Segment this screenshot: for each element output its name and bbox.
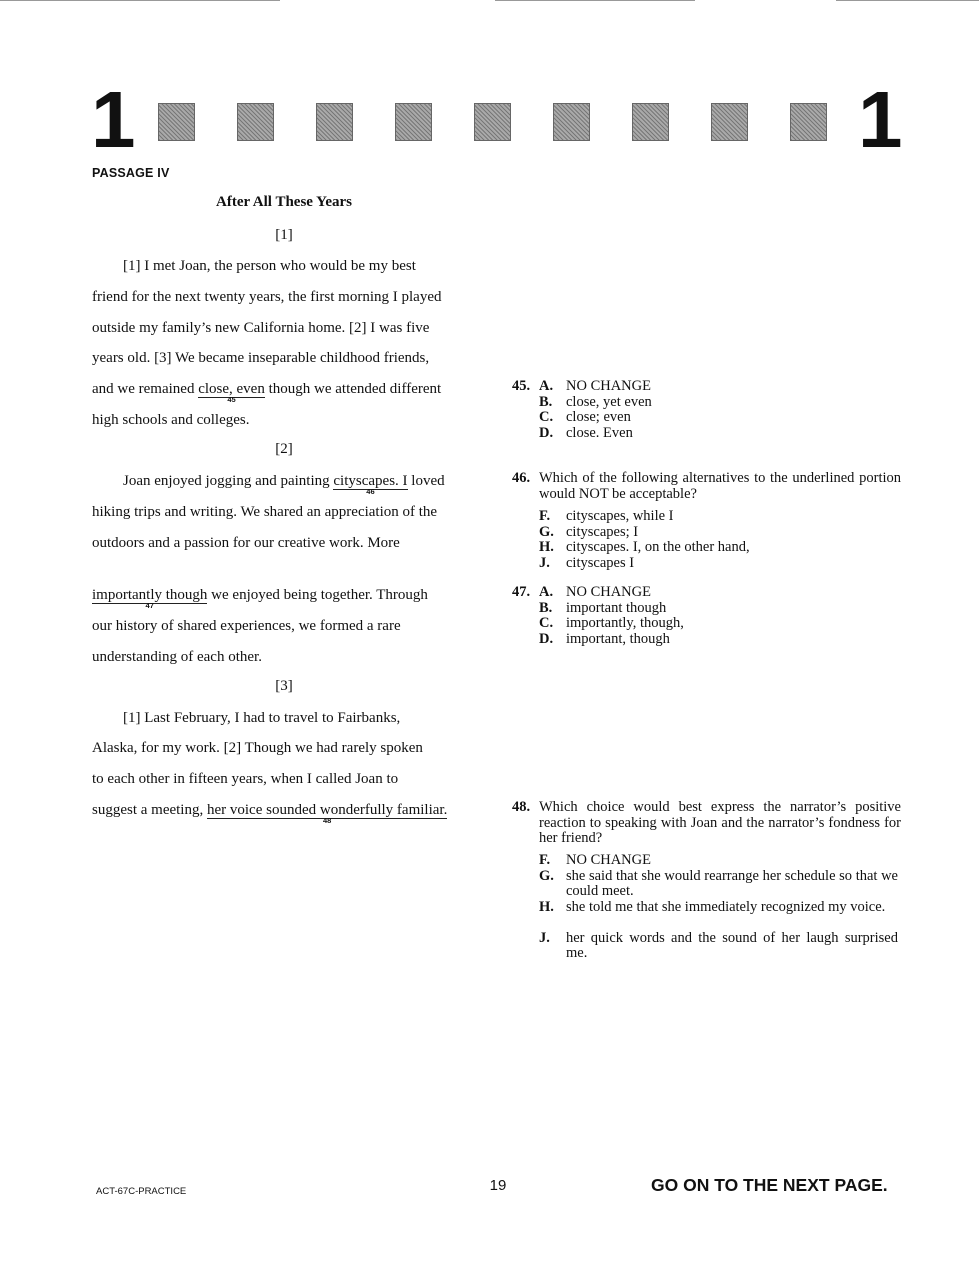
option-letter: G. (539, 523, 554, 540)
top-rule-mid (495, 0, 695, 1)
question-45 (512, 379, 901, 443)
paragraph-number: [2] (275, 441, 293, 457)
option-letter: C. (539, 615, 554, 631)
underlined-portion-47[interactable] (92, 587, 208, 610)
option-text: cityscapes I (566, 554, 635, 571)
passage-line: to each other in fifteen years, when I called Joan to (92, 771, 399, 787)
line-text: though we attended different (264, 381, 442, 397)
passage-line: Alaska, for my work. [2] Though we had rarely spoken (92, 740, 423, 756)
header-gray-square (237, 103, 274, 141)
paragraph-number: [1] (275, 227, 293, 243)
option-text: NO CHANGE (566, 584, 651, 600)
question-number: 47. (512, 584, 531, 600)
passage-line: [1] I met Joan, the person who would be my best (123, 258, 416, 274)
question-48 (512, 800, 901, 965)
question-46 (512, 471, 901, 571)
section-number-left: 1 (91, 75, 136, 164)
header-gray-square (395, 103, 432, 141)
header-gray-square (158, 103, 195, 141)
passage-line: understanding of each other. (92, 649, 262, 665)
option-text: NO CHANGE (566, 378, 651, 394)
paragraph-number: [3] (275, 678, 293, 694)
option-letter: D. (539, 424, 554, 441)
option-text: cityscapes; I (566, 523, 639, 540)
passage-label: PASSAGE IV (92, 166, 170, 180)
option-text: important, though (566, 630, 670, 647)
test-code: ACT-67C-PRACTICE (96, 1186, 187, 1197)
passage-line: [1] Last February, I had to travel to Fairbanks, (123, 710, 401, 726)
underlined-text: close, even (198, 381, 265, 397)
question-number: 48. (512, 799, 531, 815)
passage-line (92, 586, 428, 610)
option-text: importantly, though, (566, 615, 684, 631)
passage-line: high schools and colleges. (92, 412, 250, 428)
passage-line: our history of shared experiences, we formed a rare (92, 618, 401, 634)
option-letter: B. (539, 393, 553, 410)
question-ref-number: 45 (227, 395, 236, 404)
header-gray-square (316, 103, 353, 141)
option-letter: D. (539, 630, 554, 647)
go-on-instruction: GO ON TO THE NEXT PAGE. (651, 1175, 888, 1195)
option-text: close. Even (566, 424, 633, 441)
passage-line: hiking trips and writing. We shared an appreciation of the (92, 504, 438, 520)
header-gray-square (474, 103, 511, 141)
page-number: 19 (489, 1177, 507, 1194)
passage-line: years old. [3] We became inseparable childhood friends, (92, 350, 430, 366)
underlined-portion-46[interactable] (333, 473, 408, 496)
underlined-text: cityscapes. I (333, 473, 408, 489)
underlined-portion-48[interactable] (206, 802, 448, 825)
option-letter: B. (539, 599, 553, 616)
line-text: we enjoyed being together. Through (207, 587, 428, 603)
option-text: important though (566, 599, 667, 616)
option-text: cityscapes. I, on the other hand, (566, 539, 750, 555)
header-gray-square (553, 103, 590, 141)
line-text: Joan enjoyed jogging and painting (123, 473, 334, 489)
header-gray-square (790, 103, 827, 141)
question-ref-number: 48 (322, 816, 332, 825)
passage-line: outside my family’s new California home. [2] I was five (92, 320, 430, 336)
question-ref-number: 47 (145, 601, 154, 610)
option-letter: F. (539, 508, 551, 524)
underlined-portion-45[interactable] (198, 381, 265, 404)
option-text: NO CHANGE (566, 852, 651, 868)
passage-line (123, 472, 445, 496)
passage-line (92, 801, 448, 825)
passage-title: After All These Years (216, 194, 352, 210)
passage-line: friend for the next twenty years, the first morning I played (92, 289, 442, 305)
option-text: close; even (566, 409, 631, 425)
option-text: her quick words and the sound of her laugh surprised me. (566, 929, 898, 961)
option-letter: F. (539, 852, 551, 868)
underlined-text: her voice sounded wonderfully familiar. (206, 802, 448, 818)
line-text: loved (407, 473, 445, 489)
option-text: she said that she would rearrange her schedule so that we could meet. (566, 867, 898, 899)
option-letter: H. (539, 898, 554, 915)
top-rule-right (836, 0, 979, 1)
option-letter: A. (539, 584, 554, 600)
line-text: and we remained (92, 381, 199, 397)
passage-line (92, 380, 442, 404)
option-text: she told me that she immediately recognized my voice. (566, 898, 886, 915)
question-47 (512, 585, 901, 649)
top-rule-left (0, 0, 280, 1)
option-letter: H. (539, 539, 554, 555)
option-text: cityscapes, while I (566, 508, 674, 524)
option-text: close, yet even (566, 393, 652, 410)
header-gray-square (711, 103, 748, 141)
underlined-text: importantly though (92, 587, 208, 603)
passage-line: outdoors and a passion for our creative work. More (92, 535, 400, 551)
section-number-right: 1 (858, 75, 903, 164)
question-stem: Which of the following alternatives to the underlined portion would NOT be acceptable? (539, 470, 901, 502)
option-letter: J. (539, 929, 550, 946)
question-ref-number: 46 (366, 487, 375, 496)
question-number: 45. (512, 378, 531, 394)
question-number: 46. (512, 470, 531, 486)
header-gray-square (632, 103, 669, 141)
option-letter: C. (539, 409, 554, 425)
option-letter: A. (539, 378, 554, 394)
line-text: suggest a meeting, (92, 802, 207, 818)
option-letter: J. (539, 554, 550, 571)
question-stem: Which choice would best express the narrator’s positive reaction to speaking with Joan and the narrator’s fondness for her friend? (539, 799, 901, 846)
option-letter: G. (539, 867, 554, 884)
